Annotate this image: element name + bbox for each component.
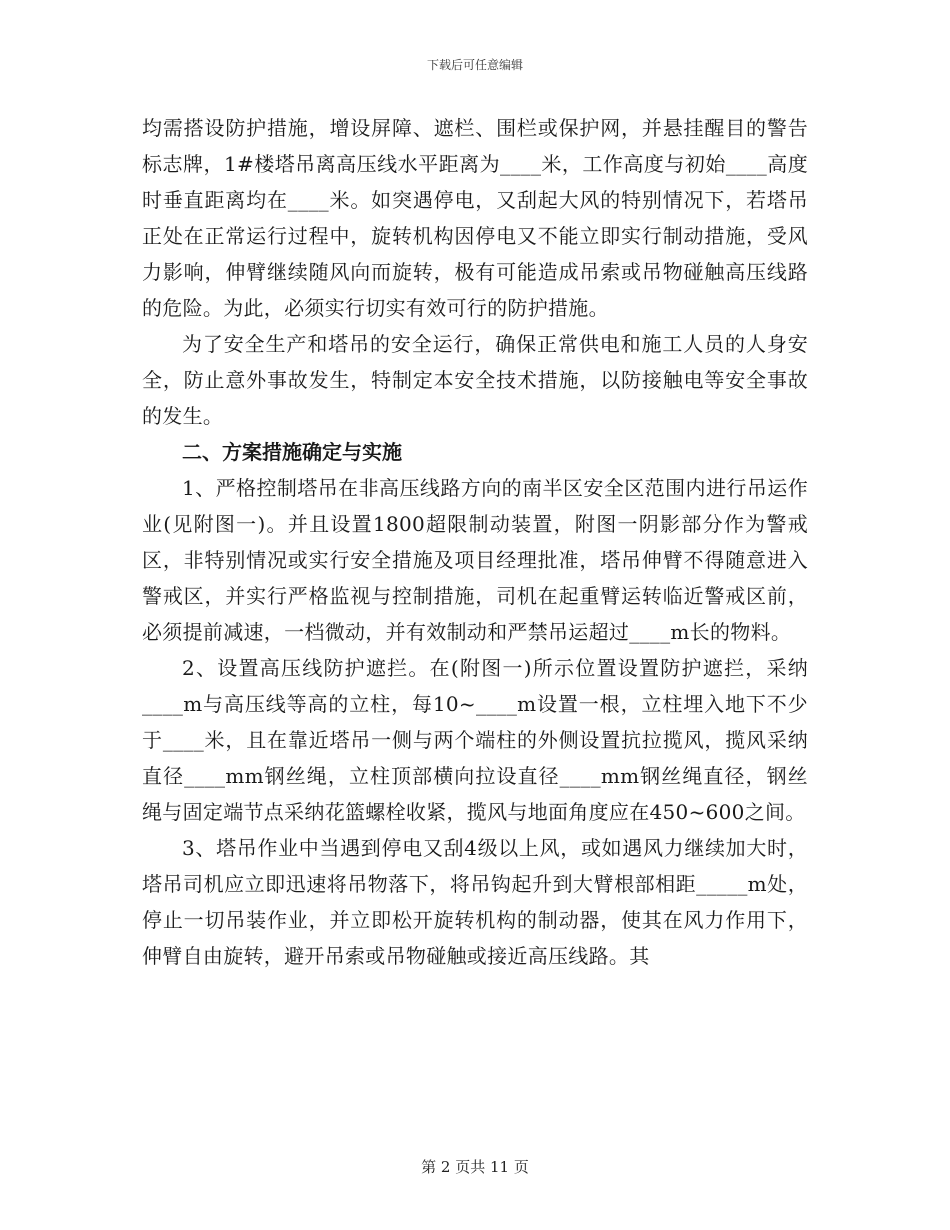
paragraph-2: 为了安全生产和塔吊的安全运行，确保正常供电和施工人员的人身安全，防止意外事故发生，特制定本安全技术措施，以防接触电等安全事故的发生。 [142,332,808,428]
paragraph-4: 2、设置高压线防护遮拦。在(附图一)所示位置设置防护遮拦，采纳____m与高压线等高的立柱，每10~____m设置一根，立柱埋入地下不少于____米，且在靠近塔吊一侧与两个端柱的外侧设置抗拉揽风，揽风采纳直径____mm钢丝绳，立柱顶部横向拉设直径____mm钢丝绳直径，钢丝绳与固定端节点采纳花篮螺栓收紧，揽风与地面角度应在450~600之间。 [142,656,808,824]
paragraph-5: 3、塔吊作业中当遇到停电又刮4级以上风，或如遇风力继续加大时，塔吊司机应立即迅速将吊物落下，将吊钩起升到大臂根部相距_____m处，停止一切吊装作业，并立即松开旋转机构的制动器，使其在风力作用下，伸臂自由旋转，避开吊索或吊物碰触或接近高压线路。其 [142,836,808,968]
section-heading: 二、方案措施确定与实施 [182,440,402,464]
page-header: 下载后可任意编辑 [426,58,523,72]
page-footer: 第 2 页共 11 页 [421,1158,529,1176]
document-body [142,110,808,974]
paragraph-3: 1、严格控制塔吊在非高压线路方向的南半区安全区范围内进行吊运作业(见附图一)。并且设置1800超限制动装置，附图一阴影部分作为警戒区，非特别情况或实行安全措施及项目经理批准，塔吊伸臂不得随意进入警戒区，并实行严格监视与控制措施，司机在起重臂运转临近警戒区前，必须提前减速，一档微动，并有效制动和严禁吊运超过____m长的物料。 [142,476,808,644]
paragraph-1: 均需搭设防护措施，增设屏障、遮栏、围栏或保护网，并悬挂醒目的警告标志牌，1#楼塔吊离高压线水平距离为____米，工作高度与初始____高度时垂直距离均在____米。如突遇停电，又刮起大风的特别情况下，若塔吊正处在正常运行过程中，旋转机构因停电又不能立即实行制动措施，受风力影响，伸臂继续随风向而旋转，极有可能造成吊索或吊物碰触高压线路的危险。为此，必须实行切实有效可行的防护措施。 [142,116,808,320]
